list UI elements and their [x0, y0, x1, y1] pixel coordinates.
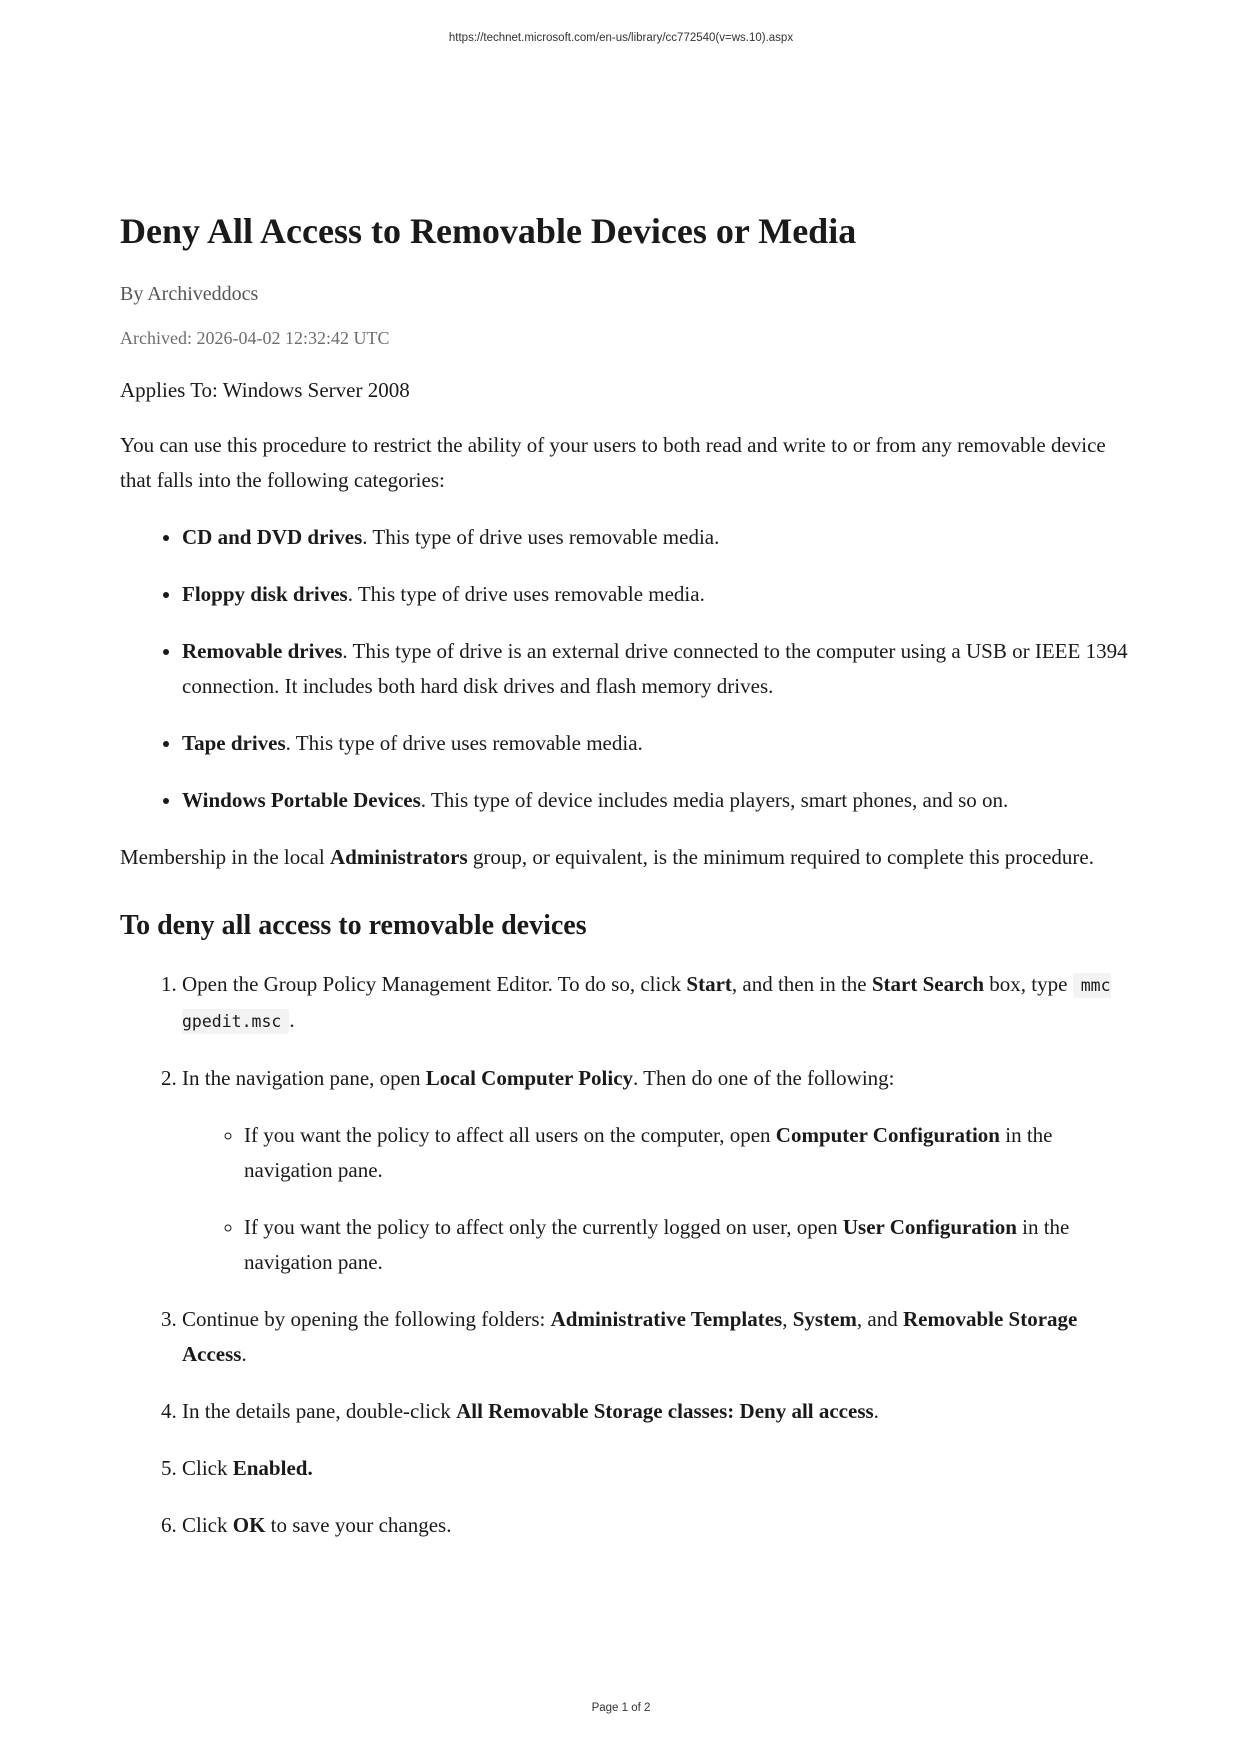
step-text: . [289, 1007, 295, 1032]
intro-paragraph: You can use this procedure to restrict the ability of your users to both read and write to or from any removable device that falls into the following categories: [120, 433, 1106, 493]
device-category-list [120, 520, 1130, 818]
byline: By Archiveddocs [120, 283, 259, 306]
option-text: If you want the policy to affect only the currently logged on user, open [244, 1214, 843, 1239]
list-item [182, 783, 1130, 818]
step-6 [182, 1508, 1130, 1543]
procedure-steps [120, 967, 1130, 1543]
step-5 [182, 1451, 1130, 1486]
category-term: Tape drives [182, 731, 286, 756]
list-item [182, 577, 1130, 612]
step-text: to save your changes. [265, 1512, 452, 1537]
membership-post: group, or equivalent, is the minimum required to complete this procedure. [467, 845, 1094, 870]
option-text: in the navigation pane. [244, 1214, 1070, 1274]
category-description: . This type of drive is an external drive connected to the computer using a USB or IEEE 1394 connection. It includes both hard disk drives and flash memory drives. [182, 639, 1128, 699]
step-text: In the navigation pane, open [182, 1065, 426, 1090]
step-text: Click [182, 1455, 233, 1480]
step-bold: Administrative Templates [550, 1306, 783, 1331]
category-term: CD and DVD drives [182, 525, 363, 550]
list-item [182, 520, 1130, 555]
category-term: Removable drives [182, 639, 343, 664]
step-text: Click [182, 1512, 233, 1537]
option-text: If you want the policy to affect all users on the computer, open [244, 1122, 776, 1147]
section-heading: To deny all access to removable devices [120, 910, 587, 942]
applies-to: Applies To: Windows Server 2008 [120, 378, 410, 403]
step-text: Open the Group Policy Management Editor. To do so, click [182, 971, 687, 996]
step-bold: Enabled. [232, 1455, 313, 1480]
source-url[interactable]: https://technet.microsoft.com/en-us/library/cc772540(v=ws.10).aspx [448, 32, 794, 44]
step-bold: Removable Storage Access [182, 1306, 1078, 1366]
step-bold: Start Search [871, 971, 985, 996]
command-code: mmc gpedit.msc [182, 973, 1111, 1034]
step-text: Continue by opening the following folders: [182, 1306, 551, 1331]
archived-timestamp: Archived: 2026-04-02 12:32:42 UTC [120, 328, 390, 349]
step-text: , and [856, 1306, 903, 1331]
step-text: , and then in the [731, 971, 872, 996]
step-text: In the details pane, double-click [182, 1398, 457, 1423]
step-text: . Then do one of the following: [633, 1065, 895, 1090]
membership-group: Administrators [329, 845, 468, 870]
page-number: Page 1 of 2 [591, 1702, 651, 1714]
list-item [244, 1210, 1130, 1280]
list-item [244, 1118, 1130, 1188]
step-2 [182, 1061, 1130, 1280]
step-3 [182, 1302, 1130, 1372]
step-bold: All Removable Storage classes: Deny all access [456, 1398, 874, 1423]
list-item [182, 726, 1130, 761]
option-text: in the navigation pane. [244, 1122, 1053, 1182]
category-description: . This type of drive uses removable media. [347, 582, 705, 607]
step-4 [182, 1394, 1130, 1429]
step-bold: System [792, 1306, 857, 1331]
step-text: . [873, 1398, 879, 1423]
step-2-options [182, 1118, 1130, 1280]
step-text: . [241, 1341, 247, 1366]
category-term: Floppy disk drives [182, 582, 348, 607]
step-bold: OK [232, 1512, 266, 1537]
page-title: Deny All Access to Removable Devices or Media [120, 211, 857, 251]
step-text: box, type [984, 971, 1073, 996]
category-description: . This type of device includes media players, smart phones, and so on. [420, 788, 1009, 813]
membership-paragraph [120, 840, 1130, 875]
option-bold: User Configuration [842, 1214, 1017, 1239]
step-bold: Local Computer Policy [425, 1065, 634, 1090]
step-bold: Start [686, 971, 732, 996]
category-description: . This type of drive uses removable media. [285, 731, 643, 756]
option-bold: Computer Configuration [775, 1122, 1000, 1147]
category-term: Windows Portable Devices [182, 788, 421, 813]
article-body [120, 210, 1130, 1565]
category-description: . This type of drive uses removable media. [362, 525, 720, 550]
step-1 [182, 967, 1130, 1039]
membership-pre: Membership in the local [120, 845, 330, 870]
list-item [182, 634, 1130, 704]
step-text: , [782, 1306, 793, 1331]
